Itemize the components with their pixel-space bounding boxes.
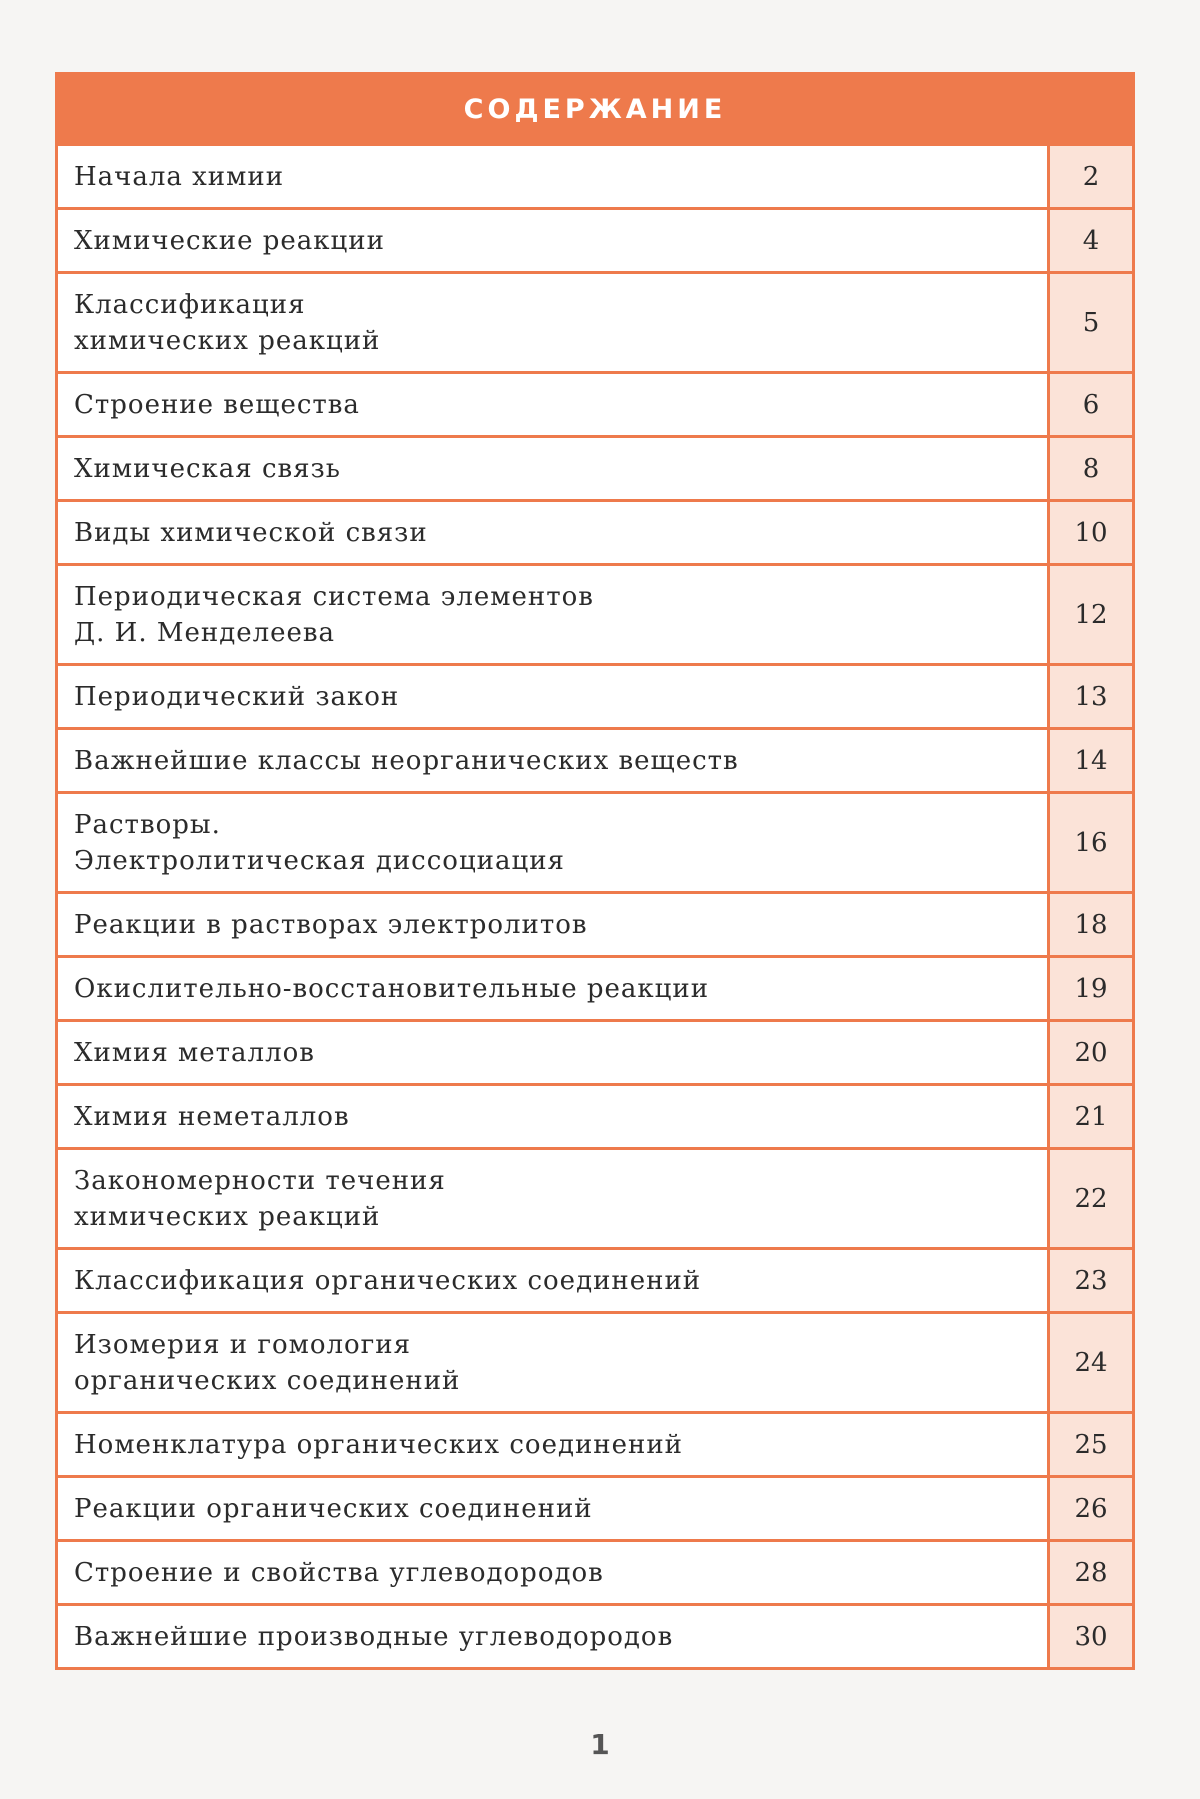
toc-entry-page: 4 [1047, 210, 1132, 271]
table-of-contents [55, 72, 1135, 1670]
toc-entry-label: Химические реакции [74, 225, 385, 256]
toc-row[interactable] [58, 1247, 1132, 1311]
toc-entry-page: 13 [1047, 666, 1132, 727]
toc-row[interactable] [58, 663, 1132, 727]
toc-entry-page: 8 [1047, 438, 1132, 499]
toc-header [58, 75, 1132, 143]
toc-entry-label: Химия неметаллов [74, 1101, 350, 1132]
toc-row[interactable] [58, 563, 1132, 663]
toc-entry-label: Химическая связь [74, 453, 341, 484]
toc-entry-label: Номенклатура органических соединений [74, 1429, 683, 1460]
toc-row[interactable] [58, 371, 1132, 435]
toc-entry-page: 14 [1047, 730, 1132, 791]
toc-entry-page: 25 [1047, 1414, 1132, 1475]
toc-row[interactable] [58, 499, 1132, 563]
toc-title: СОДЕРЖАНИЕ [463, 93, 727, 125]
toc-row[interactable] [58, 1147, 1132, 1247]
toc-entry-label: Закономерности течения химических реакций [74, 1165, 446, 1232]
toc-row[interactable] [58, 791, 1132, 891]
toc-entry-label: Важнейшие классы неорганических веществ [74, 745, 739, 776]
toc-entry-page: 28 [1047, 1542, 1132, 1603]
toc-entry-label: Классификация химических реакций [74, 289, 381, 356]
toc-row[interactable] [58, 435, 1132, 499]
toc-entry-label: Периодическая система элементов Д. И. Менделеева [74, 581, 594, 648]
toc-entry-page: 19 [1047, 958, 1132, 1019]
toc-rows [58, 143, 1132, 1667]
toc-entry-page: 2 [1047, 146, 1132, 207]
toc-entry-label: Строение вещества [74, 389, 360, 420]
page-number: 1 [590, 1728, 610, 1761]
toc-entry-label: Виды химической связи [74, 517, 428, 548]
toc-entry-label: Растворы. Электролитическая диссоциация [74, 809, 565, 876]
toc-entry-label: Химия металлов [74, 1037, 315, 1068]
toc-entry-label: Строение и свойства углеводородов [74, 1557, 604, 1588]
toc-entry-label: Реакции в растворах электролитов [74, 909, 588, 940]
toc-entry-label: Окислительно-восстановительные реакции [74, 973, 710, 1004]
toc-entry-page: 23 [1047, 1250, 1132, 1311]
toc-row[interactable] [58, 727, 1132, 791]
toc-row[interactable] [58, 1019, 1132, 1083]
toc-row[interactable] [58, 1603, 1132, 1667]
toc-entry-page: 10 [1047, 502, 1132, 563]
toc-entry-label: Реакции органических соединений [74, 1493, 593, 1524]
toc-entry-page: 12 [1047, 566, 1132, 663]
toc-row[interactable] [58, 143, 1132, 207]
toc-row[interactable] [58, 1475, 1132, 1539]
toc-row[interactable] [58, 955, 1132, 1019]
toc-row[interactable] [58, 1083, 1132, 1147]
toc-row[interactable] [58, 891, 1132, 955]
toc-entry-page: 5 [1047, 274, 1132, 371]
toc-entry-page: 22 [1047, 1150, 1132, 1247]
toc-entry-label: Периодический закон [74, 681, 400, 712]
toc-entry-page: 16 [1047, 794, 1132, 891]
toc-entry-page: 30 [1047, 1606, 1132, 1667]
toc-row[interactable] [58, 1311, 1132, 1411]
toc-row[interactable] [58, 207, 1132, 271]
toc-row[interactable] [58, 1539, 1132, 1603]
toc-row[interactable] [58, 271, 1132, 371]
toc-entry-page: 21 [1047, 1086, 1132, 1147]
toc-entry-page: 18 [1047, 894, 1132, 955]
toc-entry-page: 24 [1047, 1314, 1132, 1411]
toc-entry-page: 20 [1047, 1022, 1132, 1083]
toc-entry-page: 6 [1047, 374, 1132, 435]
toc-entry-label: Изомерия и гомология органических соединений [74, 1329, 461, 1396]
toc-row[interactable] [58, 1411, 1132, 1475]
toc-entry-page: 26 [1047, 1478, 1132, 1539]
toc-entry-label: Начала химии [74, 161, 285, 192]
toc-entry-label: Классификация органических соединений [74, 1265, 702, 1296]
toc-entry-label: Важнейшие производные углеводородов [74, 1621, 674, 1652]
